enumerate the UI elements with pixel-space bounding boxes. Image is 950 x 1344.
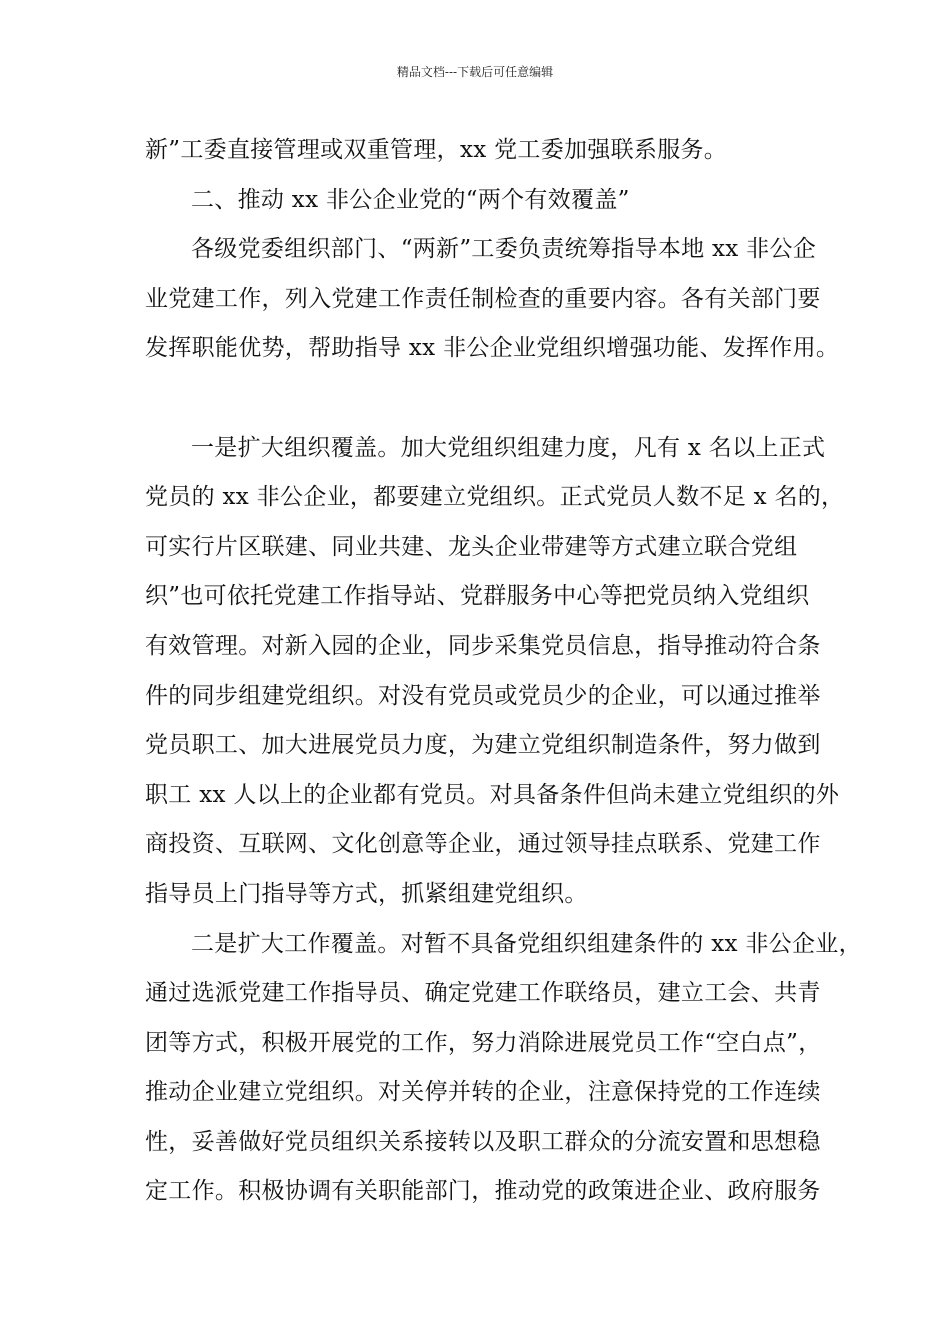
text-line: 通过选派党建工作指导员、确定党建工作联络员，建立工会、共青	[145, 980, 821, 1007]
text-line: 业党建工作，列入党建工作责任制检查的重要内容。各有关部门要	[145, 285, 821, 312]
text-line: 职工 xx 人以上的企业都有党员。对具备条件但尚未建立党组织的外	[145, 781, 840, 808]
text-line: 织”也可依托党建工作指导站、党群服务中心等把党员纳入党组织	[145, 583, 810, 610]
text-line: 有效管理。对新入园的企业，同步采集党员信息，指导推动符合条	[145, 632, 821, 659]
text-line: 可实行片区联建、同业共建、龙头企业带建等方式建立联合党组	[145, 533, 798, 560]
text-line: 二是扩大工作覆盖。对暂不具备党组织组建条件的 xx 非公企业，	[191, 930, 862, 957]
text-line: 一是扩大组织覆盖。加大党组织组建力度，凡有 x 名以上正式	[191, 434, 826, 461]
text-line: 发挥职能优势，帮助指导 xx 非公企业党组织增强功能、发挥作用。	[145, 335, 840, 362]
text-line: 团等方式，积极开展党的工作，努力消除进展党员工作“空白点”，	[145, 1029, 822, 1056]
page-header: 精品文档---下载后可任意编辑	[396, 65, 554, 79]
text-line: 件的同步组建党组织。对没有党员或党员少的企业，可以通过推举	[145, 682, 821, 709]
text-line: 定工作。积极协调有关职能部门，推动党的政策进企业、政府服务	[145, 1178, 821, 1205]
document-body	[145, 126, 862, 1217]
text-line: 指导员上门指导等方式，抓紧组建党组织。	[145, 880, 588, 907]
section-heading: 二、推动 xx 非公企业党的“两个有效覆盖”	[191, 186, 630, 213]
text-line: 推动企业建立党组织。对关停并转的企业，注意保持党的工作连续	[145, 1079, 821, 1106]
paragraph-spacer	[145, 374, 827, 424]
text-line: 商投资、互联网、文化创意等企业，通过领导挂点联系、党建工作	[145, 831, 821, 858]
text-line: 党员的 xx 非公企业，都要建立党组织。正式党员人数不足 x 名的，	[145, 484, 845, 511]
text-line: 性，妥善做好党员组织关系接转以及职工群众的分流安置和思想稳	[145, 1128, 821, 1155]
text-line: 党员职工、加大进展党员力度，为建立党组织制造条件，努力做到	[145, 732, 821, 759]
text-line: 新”工委直接管理或双重管理，xx 党工委加强联系服务。	[145, 137, 728, 163]
text-line: 各级党委组织部门、“两新”工委负责统筹指导本地 xx 非公企	[191, 236, 817, 263]
